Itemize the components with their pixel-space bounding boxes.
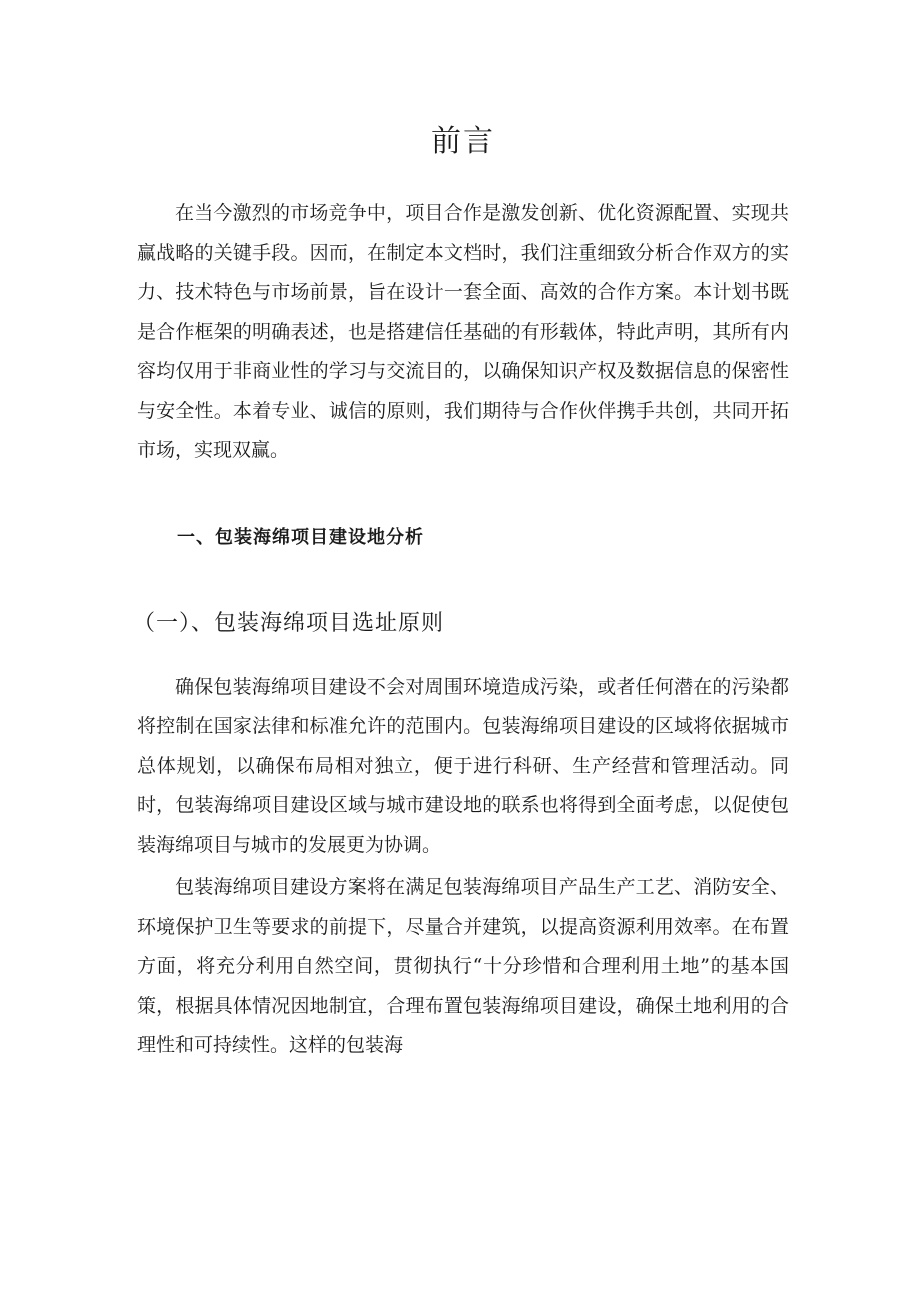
page-title: 前言 [431,124,495,159]
document-body [133,118,789,1066]
body-paragraph-2: 包装海绵项目建设方案将在满足包装海绵项目产品生产工艺、消防安全、环境保护卫生等要求的前提下，尽量合并建筑，以提高资源利用效率。在布置方面，将充分利用自然空间，贯彻执行“十分珍惜和合理利用土地”的基本国策，根据具体情况因地制宜，合理布置包装海绵项目建设，确保土地利用的合理性和可持续性。这样的包装海 [137,876,789,1056]
section-heading: 一、包装海绵项目建设地分析 [177,526,424,548]
body-paragraph-1: 确保包装海绵项目建设不会对周围环境造成污染，或者任何潜在的污染都将控制在国家法律和标准允许的范围内。包装海绵项目建设的区域将依据城市总体规划，以确保布局相对独立，便于进行科研、生产经营和管理活动。同时，包装海绵项目建设区域与城市建设地的联系也将得到全面考虑，以促使包装海绵项目与城市的发展更为协调。 [137,675,789,856]
subsection-heading: （一）、包装海绵项目选址原则 [133,610,445,636]
intro-paragraph: 在当今激烈的市场竞争中，项目合作是激发创新、优化资源配置、实现共赢战略的关键手段。因而，在制定本文档时，我们注重细致分析合作双方的实力、技术特色与市场前景，旨在设计一套全面、高效的合作方案。本计划书既是合作框架的明确表述，也是搭建信任基础的有形载体，特此声明，其所有内容均仅用于非商业性的学习与交流目的，以确保知识产权及数据信息的保密性与安全性。本着专业、诚信的原则，我们期待与合作伙伴携手共创，共同开拓市场，实现双赢。 [137,202,789,461]
